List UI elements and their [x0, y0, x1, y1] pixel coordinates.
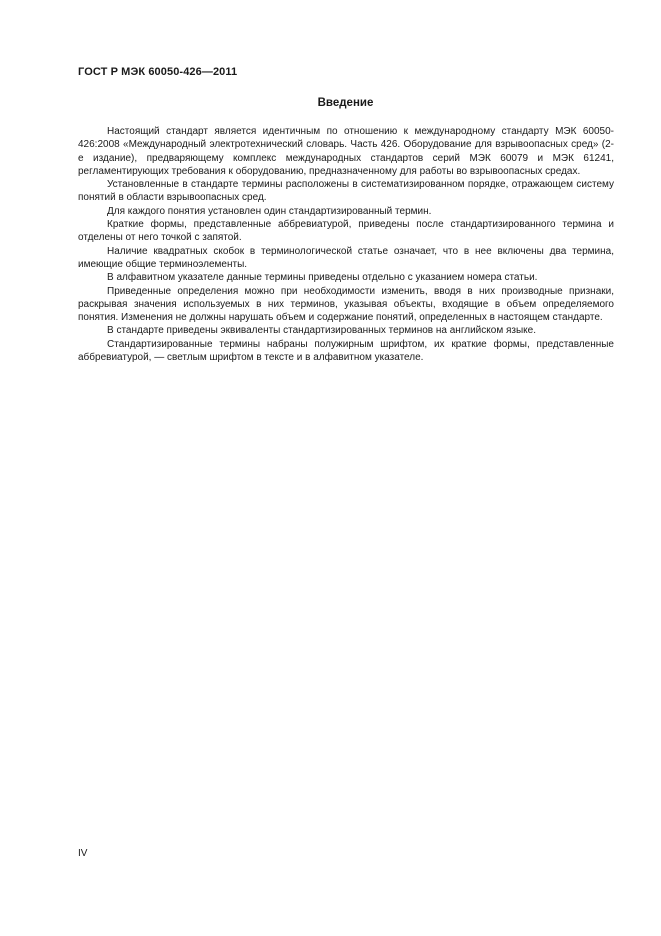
paragraph: Стандартизированные термины набраны полужирным шрифтом, их краткие формы, представленные аббревиатурой, — светлым шрифтом в тексте и в алфавитном указателе.	[78, 338, 614, 364]
paragraph: Приведенные определения можно при необходимости изменить, вводя в них производные признаки, раскрывая значения используемых в них терминов, указывая объекты, входящие в объем определяемого понятия. Изменения не должны нарушать объем и содержание понятий, определенных в настоящем стандарте.	[78, 285, 614, 324]
section-title: Введение	[317, 97, 374, 109]
paragraph: В алфавитном указателе данные термины приведены отдельно с указанием номера статьи.	[107, 272, 538, 284]
page-number: IV	[78, 848, 88, 859]
paragraph: Установленные в стандарте термины расположены в систематизированном порядке, отражающем систему понятий в области взрывоопасных сред.	[78, 179, 614, 204]
paragraph: В стандарте приведены эквиваленты стандартизированных терминов на английском языке.	[107, 325, 536, 337]
paragraph: Наличие квадратных скобок в терминологической статье означает, что в нее включены два термина, имеющие общие терминоэлементы.	[78, 245, 614, 270]
paragraph: Краткие формы, представленные аббревиатурой, приведены после стандартизированного термина и отделены от него точкой с запятой.	[78, 219, 614, 244]
paragraph: Настоящий стандарт является идентичным по отношению к международному стандарту МЭК 60050-426:2008 «Международный электротехнический словарь. Часть 426. Оборудование для взрывоопасных сред» (2-е издание), предваряющему комплекс международных стандартов серий МЭК 60079 и МЭК 61241, регламентирующих требования к оборудованию, предназначенному для работы во взрывоопасных средах.	[78, 126, 614, 177]
introduction-body	[78, 125, 614, 364]
standard-code-header: ГОСТ Р МЭК 60050-426—2011	[78, 66, 238, 78]
paragraph: Для каждого понятия установлен один стандартизированный термин.	[107, 205, 432, 217]
